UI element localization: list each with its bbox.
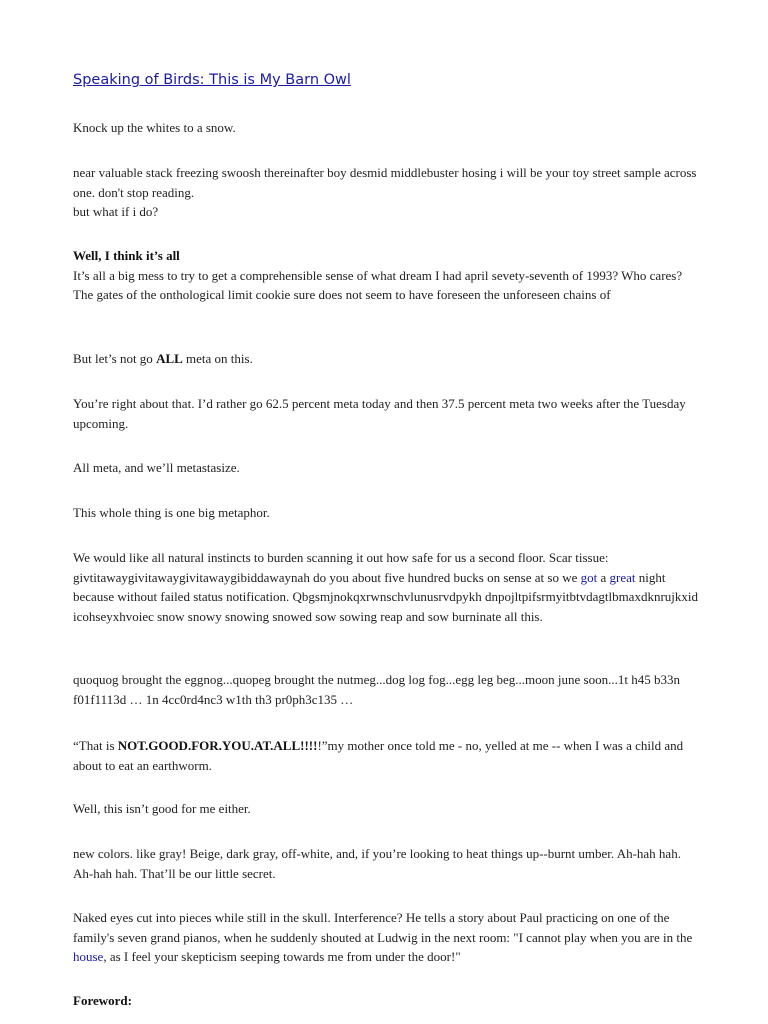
- paragraph-4-pre: But let’s not go: [73, 351, 157, 366]
- paragraph-5: You’re right about that. I’d rather go 62.5 percent meta today and then 37.5 percent meta two weeks after the Tuesday upcoming.: [73, 396, 686, 431]
- paragraph-10-post: !”my mother once told me - no, yelled at me -- when I was a child and about to eat an earthworm.: [73, 738, 684, 773]
- paragraph-4: [73, 349, 703, 369]
- section-heading: Well, I think it’s all: [73, 248, 180, 263]
- paragraph-11: Well, this isn’t good for me either.: [73, 801, 251, 816]
- paragraph-8: [73, 548, 703, 626]
- article-title-link[interactable]: Speaking of Birds: This is My Barn Owl: [73, 72, 351, 88]
- paragraph-8-pre: We would like all natural instincts to burden scanning it out how safe for us a second floor. Scar tissue: givtitawaygivitawaygivitawaygibiddawaynah do you about five hundred bucks on sense at so we: [73, 550, 609, 585]
- paragraph-10-bold: NOT.GOOD.FOR.YOU.AT.ALL!!!!: [117, 738, 318, 753]
- paragraph-12: new colors. like gray! Beige, dark gray, off-white, and, if you’re looking to heat things up--burnt umber. Ah-hah hah. Ah-hah hah. That’ll be our little secret.: [73, 846, 681, 881]
- foreword-label: Foreword:: [73, 993, 132, 1008]
- paragraph-13: [73, 908, 703, 967]
- paragraph-3: [73, 246, 703, 305]
- paragraph-4-bold: ALL: [156, 351, 183, 366]
- paragraph-10: [73, 736, 703, 775]
- paragraph-13-pre: Naked eyes cut into pieces while still in the skull. Interference? He tells a story about Paul practicing on one of the family's seven grand pianos, when he suddenly shouted at Ludwig in the next room: "I cannot play when you are in the: [73, 910, 693, 945]
- paragraph-6: All meta, and we’ll metastasize.: [73, 460, 240, 475]
- foreword-heading: [73, 991, 703, 1011]
- paragraph-8-post: night because without failed status notification. Qbgsmjnokqxrwnschvlunusrvdpykh dnpojltpifsrmyitbtvdagtlbmaxdknrujkxid icohseyxhvoiec snow snowy snowing snowed sow sowing reap and sow burninate all this.: [73, 569, 699, 624]
- great-link[interactable]: great: [609, 569, 636, 585]
- paragraph-9: quoquog brought the eggnog...quopeg brought the nutmeg...dog log fog...egg leg beg...moon june soon...1t h45 b33n f01f1113d … 1n 4cc0rd4nc3 w1th th3 pr0ph3c135 …: [73, 672, 680, 707]
- house-link[interactable]: house: [73, 949, 104, 964]
- paragraph-2: [73, 163, 703, 222]
- paragraph-10-pre: “That is: [73, 738, 118, 753]
- got-link[interactable]: got: [580, 569, 598, 585]
- paragraph-8-mid: a: [597, 569, 610, 585]
- paragraph-7: This whole thing is one big metaphor.: [73, 505, 270, 520]
- paragraph-2-line-1: near valuable stack freezing swoosh thereinafter boy desmid middlebuster hosing i will be your toy street sample across one. don't stop reading.: [73, 165, 697, 200]
- paragraph-2-line-2: but what if i do?: [73, 204, 159, 219]
- paragraph-4-post: meta on this.: [182, 351, 253, 366]
- paragraph-1: Knock up the whites to a snow.: [73, 120, 236, 135]
- paragraph-3-body: It’s all a big mess to try to get a comprehensible sense of what dream I had april sevety-seventh of 1993? Who cares? The gates of the onthological limit cookie sure does not seem to have foreseen the unforeseen chains of: [73, 267, 683, 302]
- paragraph-13-post: , as I feel your skepticism seeping towards me from under the door!": [103, 949, 461, 964]
